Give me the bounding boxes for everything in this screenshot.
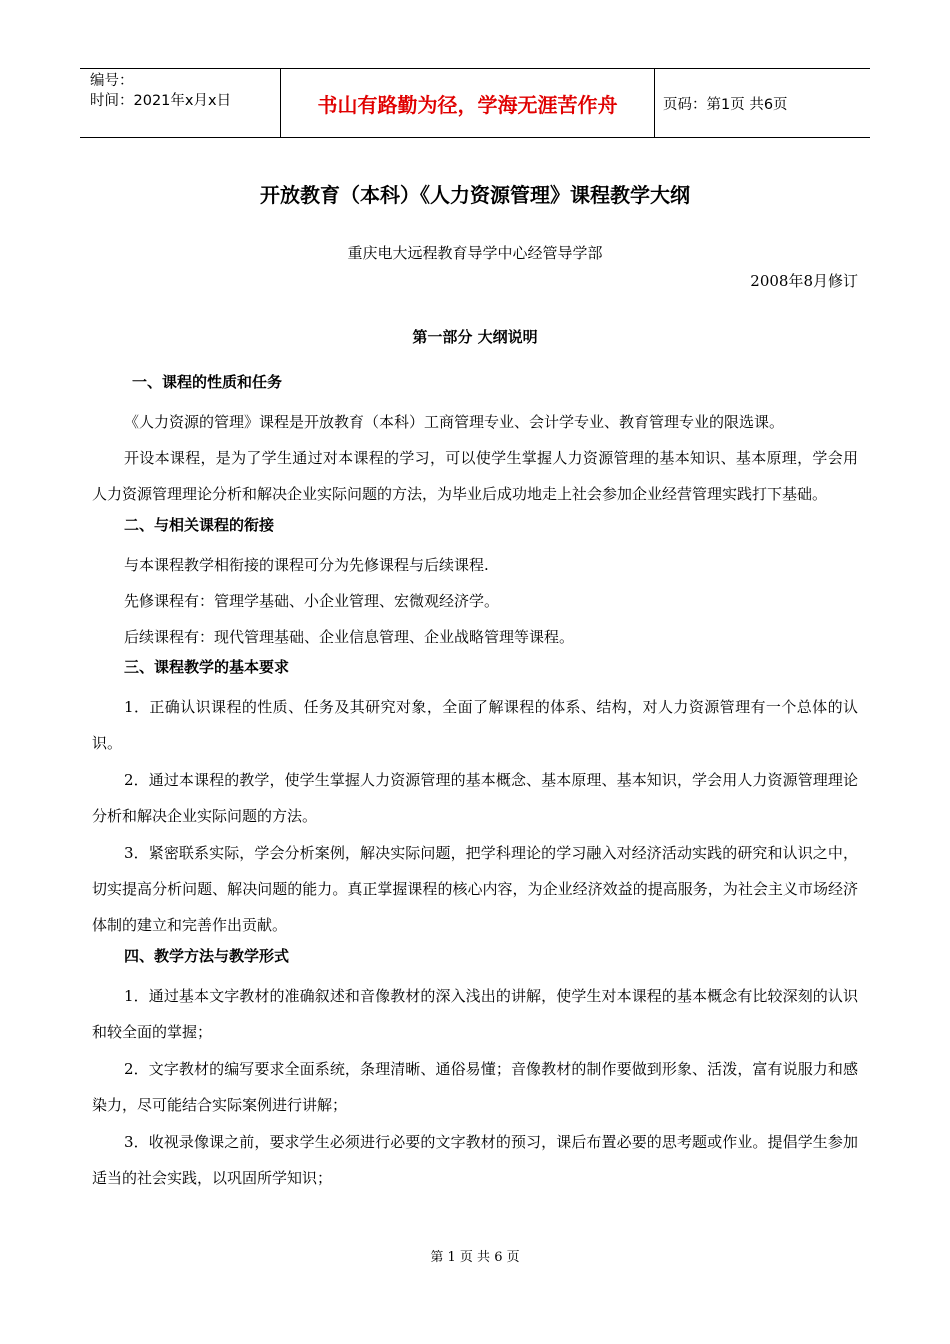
page-footer: 第 1 页 共 6 页 (430, 1250, 520, 1265)
document-subtitle: 重庆电大远程教育导学中心经管导学部 (347, 244, 603, 262)
section-heading-2: 二、与相关课程的衔接 (124, 516, 275, 534)
document-title: 开放教育（本科）《人力资源管理》课程教学大纲 (260, 183, 690, 207)
paragraph: 后续课程有：现代管理基础、企业信息管理、企业战略管理等课程。 (124, 628, 575, 646)
header-table (80, 68, 870, 138)
header-page-info: 页码：第1页 共6页 (663, 96, 788, 113)
paragraph: 1．正确认识课程的性质、任务及其研究对象，全面了解课程的体系、结构，对人力资源管理有一个总体的认识。 (92, 698, 858, 752)
part-title: 第一部分 大纲说明 (412, 328, 538, 346)
header-motto: 书山有路勤为径，学海无涯苦作舟 (281, 69, 655, 137)
paragraph: 先修课程有：管理学基础、小企业管理、宏微观经济学。 (124, 592, 500, 610)
paragraph: 1．通过基本文字教材的准确叙述和音像教材的深入浅出的讲解，使学生对本课程的基本概念有比较深刻的认识和较全面的掌握； (92, 987, 858, 1041)
paragraph: 《人力资源的管理》课程是开放教育（本科）工商管理专业、会计学专业、教育管理专业的限选课。 (124, 413, 785, 431)
paragraph: 3．收视录像课之前，要求学生必须进行必要的文字教材的预习，课后布置必要的思考题或作业。提倡学生参加适当的社会实践，以巩固所学知识； (92, 1133, 858, 1187)
revision-date: 2008年8月修订 (750, 272, 858, 290)
paragraph: 2．文字教材的编写要求全面系统，条理清晰、通俗易懂；音像教材的制作要做到形象、活泼，富有说服力和感染力，尽可能结合实际案例进行讲解； (92, 1060, 858, 1114)
section-heading-4: 四、教学方法与教学形式 (124, 947, 290, 965)
section-heading-3: 三、课程教学的基本要求 (124, 658, 290, 676)
document-body (92, 370, 858, 1197)
document-number-label: 编号： (90, 73, 134, 89)
paragraph: 与本课程教学相衔接的课程可分为先修课程与后续课程. (124, 556, 489, 574)
section-heading-1: 一、课程的性质和任务 (132, 373, 283, 391)
header-meta-cell (80, 69, 281, 137)
paragraph: 2．通过本课程的教学，使学生掌握人力资源管理的基本概念、基本原理、基本知识，学会用人力资源管理理论分析和解决企业实际问题的方法。 (92, 771, 858, 825)
paragraph: 开设本课程，是为了学生通过对本课程的学习，可以使学生掌握人力资源管理的基本知识、基本原理，学会用人力资源管理理论分析和解决企业实际问题的方法，为毕业后成功地走上社会参加企业经营管理实践打下基础。 (92, 449, 858, 503)
document-time-label: 时间：2021年x月x日 (90, 93, 232, 109)
paragraph: 3．紧密联系实际，学会分析案例，解决实际问题，把学科理论的学习融入对经济活动实践的研究和认识之中，切实提高分析问题、解决问题的能力。真正掌握课程的核心内容，为企业经济效益的提高服务，为社会主义市场经济体制的建立和完善作出贡献。 (92, 844, 858, 934)
